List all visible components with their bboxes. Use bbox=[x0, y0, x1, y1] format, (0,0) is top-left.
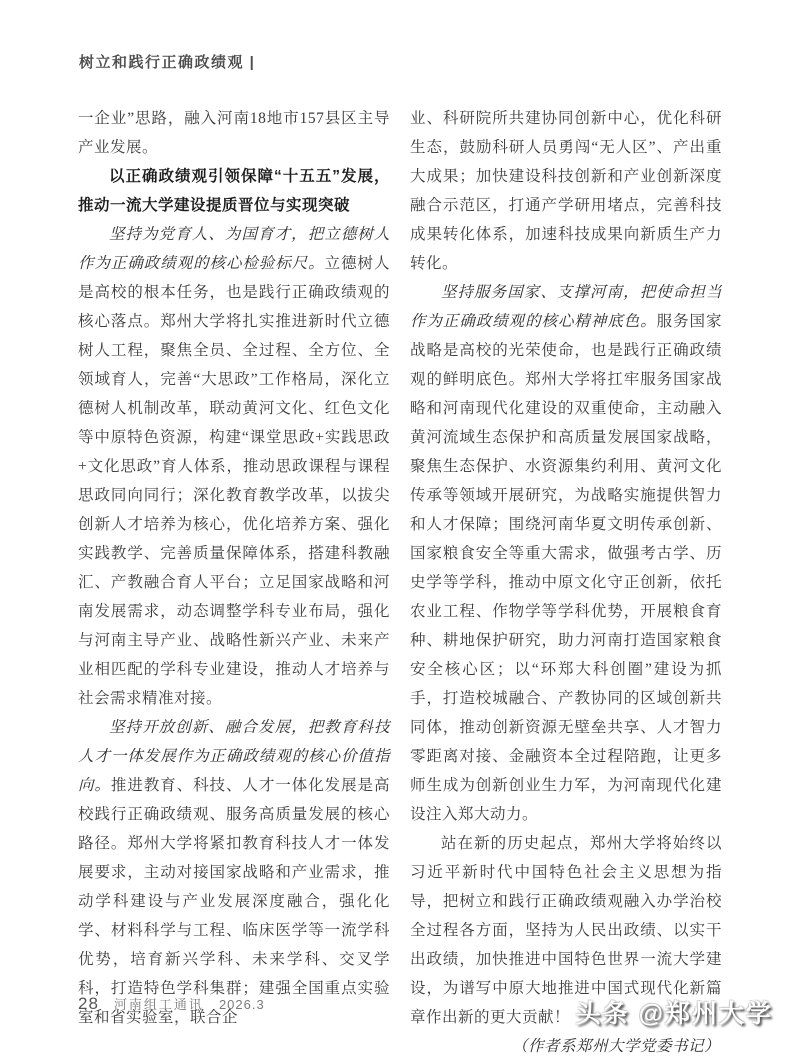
section-heading bbox=[78, 162, 390, 220]
paragraph bbox=[78, 220, 390, 713]
author-byline bbox=[410, 1032, 722, 1061]
right-column bbox=[410, 104, 722, 1061]
paragraph bbox=[78, 713, 390, 1032]
page-number: 28 bbox=[78, 994, 99, 1013]
journal-title: 河南组工通讯 bbox=[113, 997, 204, 1012]
left-column bbox=[78, 104, 390, 1061]
lead-sentence: 坚持服务国家、支撑河南，把使命担当作为正确政绩观的核心精神底色。 bbox=[410, 284, 722, 330]
paragraph-text: 推进教育、科技、人才一体化发展是高校践行正确政绩观、服务高质量发展的核心路径。郑州大学将紧扣教育科技人才一体发展要求，主动对接国家战略和产业需求，推动学科建设与产业发展深度融合，强化化学、材料科学与工程、临床医学等一流学科优势，培育新兴学科、未来学科、交叉学科，打造特色学科集群；建强全国重点实验室和省实验室，联合企 bbox=[78, 777, 390, 1026]
paragraph bbox=[410, 278, 722, 829]
paragraph-text: 服务国家战略是高校的光荣使命，也是践行正确政绩观的鲜明底色。郑州大学将扛牢服务国家战略和河南现代化建设的双重使命，主动融入黄河流域生态保护和高质量发展国家战略，聚焦生态保护、水资源集约利用、黄河文化传承等领域开展研究，为战略实施提供智力和人才保障；围绕河南华夏文明传承创新、国家粮食安全等重大需求，做强考古学、历史学等学科，推动中原文化守正创新，依托农业工程、作物学等学科优势，开展粮食育种、耕地保护研究，助力河南打造国家粮食安全核心区；以“环郑大科创圈”建设为抓手，打造校城融合、产教协同的区域创新共同体，推动创新资源无壁垒共享、人才智力零距离对接、金融资本全过程陪跑，让更多师生成为创新创业生力军，为河南现代化建设注入郑大动力。 bbox=[410, 313, 722, 823]
heading-text: 以正确政绩观引领保障“十五五”发展，推动一流大学建设提质晋位与实现突破 bbox=[78, 168, 390, 214]
paragraph-continuation bbox=[78, 104, 390, 162]
content-columns bbox=[78, 104, 722, 1061]
paragraph-text: 业、科研院所共建协同创新中心，优化科研生态，鼓励科研人员勇闯“无人区”、产出重大成果；加快建设科技创新和产业创新深度融合示范区，打通产学研用堵点，完善科技成果转化体系，加速科技成果向新质生产力转化。 bbox=[410, 110, 722, 272]
lead-sentence: 坚持为党育人、为国育才，把立德树人作为正确政绩观的核心检验标尺。 bbox=[78, 226, 390, 272]
byline-text: （作者系郑州大学党委书记） bbox=[511, 1038, 720, 1055]
paragraph-text: 立德树人是高校的根本任务，也是践行正确政绩观的核心落点。郑州大学将扎实推进新时代立德树人工程，聚焦全员、全过程、全方位、全领域育人，完善“大思政”工作格局，深化立德树人机制改革，联动黄河文化、红色文化等中原特色资源，构建“课堂思政+实践思政+文化思政”育人体系，推动思政课程与课程思政同向同行；深化教育教学改革，以拔尖创新人才培养为核心，优化培养方案、强化实践教学、完善质量保障体系，搭建科教融汇、产教融合育人平台；立足国家战略和河南发展需求，动态调整学科专业布局，强化与河南主导产业、战略性新兴产业、未来产业相匹配的学科专业建设，推动人才培养与社会需求精准对接。 bbox=[78, 255, 390, 707]
section-title: 树立和践行正确政绩观 | bbox=[79, 54, 256, 71]
paragraph-text: 一企业”思路，融入河南18地市157县区主导产业发展。 bbox=[78, 110, 390, 156]
page-footer bbox=[78, 994, 265, 1014]
toutiao-watermark: 头条 @郑州大学 bbox=[575, 1000, 773, 1028]
issue-date: 2026.3 bbox=[218, 997, 265, 1012]
paragraph-text: 站在新的历史起点，郑州大学将始终以习近平新时代中国特色社会主义思想为指导，把树立和践行正确政绩观融入办学治校全过程各方面，坚持为人民出政绩、以实干出政绩，加快推进中国特色世界一流大学建设，为谱写中原大地推进中国式现代化新篇章作出新的更大贡献！ bbox=[410, 835, 722, 1026]
lead-sentence: 坚持开放创新、融合发展，把教育科技人才一体发展作为正确政绩观的核心价值指向。 bbox=[78, 719, 390, 794]
paragraph-continuation bbox=[410, 104, 722, 278]
